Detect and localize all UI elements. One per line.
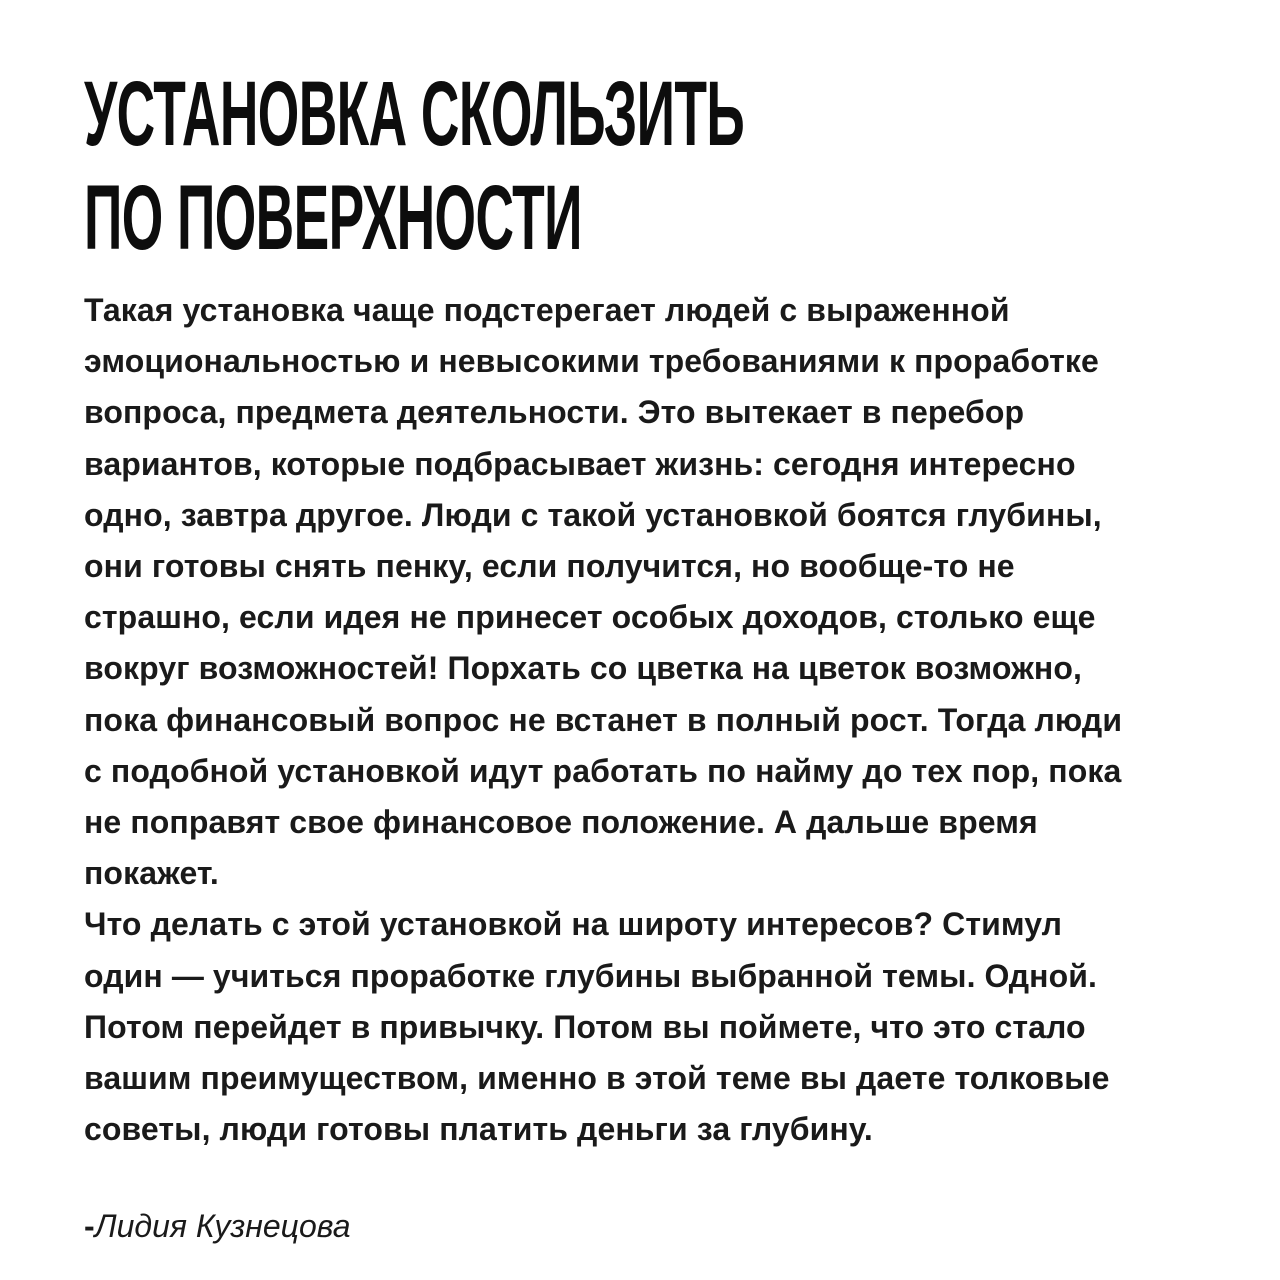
body-line: не поправят свое финансовое положение. А дальше время xyxy=(84,804,1038,841)
body-line: с подобной установкой идут работать по найму до тех пор, пока xyxy=(84,752,1122,789)
body-line: покажет. xyxy=(84,855,219,892)
signature-dash: - xyxy=(84,1208,95,1244)
body-line: страшно, если идея не принесет особых доходов, столько еще xyxy=(84,599,1096,636)
author-signature xyxy=(84,1206,351,1246)
body-line: они готовы снять пенку, если получится, но вообще-то не xyxy=(84,548,1015,585)
title-line-2: ПО ПОВЕРХНОСТИ xyxy=(84,167,582,269)
body-line: одно, завтра другое. Люди с такой установкой боятся глубины, xyxy=(84,496,1102,533)
page-title xyxy=(84,62,1222,270)
body-line: вашим преимуществом, именно в этой теме вы даете толковые xyxy=(84,1060,1110,1097)
signature-name: Лидия Кузнецова xyxy=(94,1208,351,1244)
body-line: Такая установка чаще подстерегает людей с выраженной xyxy=(84,292,1010,328)
body-line: вариантов, которые подбрасывает жизнь: сегодня интересно xyxy=(84,445,1076,482)
body-line: пока финансовый вопрос не встанет в полный рост. Тогда люди xyxy=(84,701,1123,738)
body-line: вокруг возможностей! Порхать со цветка на цветок возможно, xyxy=(84,650,1082,687)
body-line: Что делать с этой установкой на широту интересов? Стимул xyxy=(84,906,1063,943)
body-line: Потом перейдет в привычку. Потом вы поймете, что это стало xyxy=(84,1008,1086,1045)
body-line: эмоциональностью и невысокими требованиями к проработке xyxy=(84,343,1099,380)
body-line: вопроса, предмета деятельности. Это вытекает в перебор xyxy=(84,394,1025,431)
body-line: один — учиться проработке глубины выбранной темы. Одной. xyxy=(84,957,1097,994)
title-line-1: УСТАНОВКА СКОЛЬЗИТЬ xyxy=(84,63,745,165)
body-line: советы, люди готовы платить деньги за глубину. xyxy=(84,1111,873,1148)
body-text xyxy=(84,285,1274,1155)
